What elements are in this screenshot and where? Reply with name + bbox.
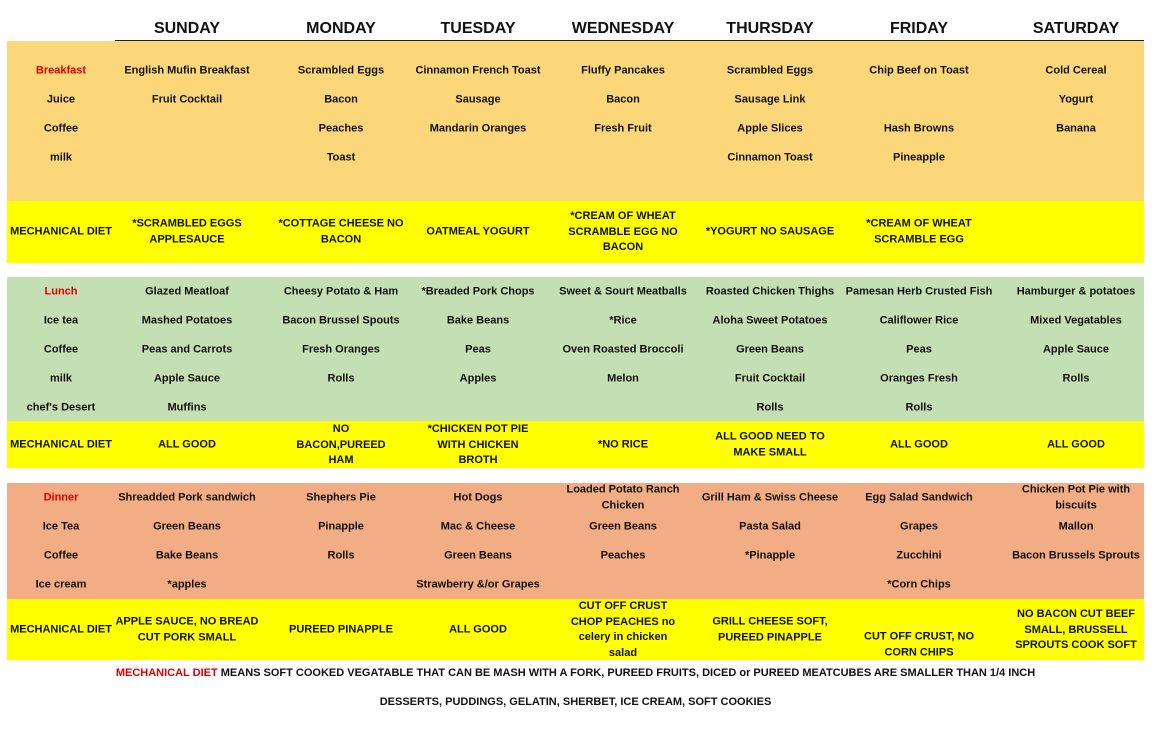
breakfast-menu-item: Toast [326, 151, 356, 164]
breakfast-menu-item: Cinnamon French Toast [415, 64, 541, 77]
lunch-menu-item: Peas [906, 343, 932, 356]
day-header-6: SATURDAY [1032, 20, 1120, 37]
dinner-menu-item: Pasta Salad [739, 520, 801, 533]
breakfast-menu-item: Cold Cereal [1045, 64, 1107, 77]
breakfast-menu-item: Apple Slices [737, 122, 803, 135]
breakfast-menu-item: Scrambled Eggs [726, 64, 814, 77]
dinner-menu-item: Zucchini [896, 549, 942, 562]
breakfast-menu-item: Pineapple [893, 151, 945, 164]
dinner-menu-item: Shephers Pie [306, 491, 376, 504]
lunch-menu-item: Melon [607, 372, 639, 385]
breakfast-menu-item: Banana [1056, 122, 1096, 135]
breakfast-menu-item: Yogurt [1058, 93, 1094, 106]
dinner-menu-item: *Pinapple [744, 549, 796, 562]
lunch-menu-item: Roasted Chicken Thighs [705, 285, 835, 298]
dinner-menu-item: Bake Beans [155, 549, 219, 562]
lunch-menu-item: *Breaded Pork Chops [421, 285, 535, 298]
lunch-menu-item: Pamesan Herb Crusted Fish [845, 285, 993, 298]
breakfast-menu-item: Bacon [606, 93, 640, 106]
dinner-mechanical-note: GRILL CHEESE SOFT, PUREED PINAPPLE [712, 615, 828, 643]
dinner-menu-item: Bacon Brussels Sprouts [1012, 549, 1140, 562]
lunch-row-label: Coffee [43, 343, 79, 356]
day-header-0: SUNDAY [153, 20, 221, 37]
lunch-menu-item: Green Beans [736, 343, 804, 356]
breakfast-row-label: Breakfast [35, 64, 87, 77]
dinner-menu-item: Peaches [600, 549, 646, 562]
breakfast-menu-item: Fluffy Pancakes [581, 64, 665, 77]
breakfast-mechanical-note: *SCRAMBLED EGGS APPLESAUCE [132, 217, 242, 245]
lunch-mechanical-label: MECHANICAL DIET [10, 438, 112, 451]
footer-note-2: DESSERTS, PUDDINGS, GELATIN, SHERBET, ICE CREAM, SOFT COOKIES [379, 696, 772, 708]
dinner-menu-item: Loaded Potato Ranch Chicken [566, 483, 680, 511]
breakfast-row-label: milk [49, 151, 72, 164]
dinner-mechanical-note: CUT OFF CRUST, NO CORN CHIPS [864, 630, 974, 658]
breakfast-menu-item: Fruit Cocktail [151, 93, 223, 106]
dinner-mechanical-note: PUREED PINAPPLE [289, 623, 393, 636]
breakfast-menu-item: Peaches [318, 122, 364, 135]
lunch-mechanical-note: *CHICKEN POT PIE WITH CHICKEN BROTH [427, 422, 529, 466]
dinner-mechanical-note: APPLE SAUCE, NO BREAD CUT PORK SMALL [115, 615, 259, 643]
dinner-row-label: Ice Tea [42, 520, 80, 533]
dinner-menu-item: Pinapple [318, 520, 364, 533]
footer-term: MECHANICAL DIET [115, 667, 218, 679]
breakfast-menu-item: Hash Browns [883, 122, 955, 135]
dinner-mechanical-note: CUT OFF CRUST CHOP PEACHES no celery in chicken salad [570, 600, 676, 659]
lunch-mechanical-note: NO BACON,PUREED HAM [296, 422, 386, 466]
dinner-row-label: Ice cream [35, 578, 87, 591]
lunch-menu-item: Peas and Carrots [141, 343, 233, 356]
dinner-menu-item: *Corn Chips [887, 578, 951, 591]
breakfast-menu-item: English Mufin Breakfast [124, 64, 250, 77]
breakfast-menu-item: Cinnamon Toast [727, 151, 813, 164]
dinner-mechanical-label: MECHANICAL DIET [10, 623, 112, 636]
dinner-menu-item: Green Beans [444, 549, 512, 562]
day-header-5: FRIDAY [889, 20, 949, 37]
lunch-menu-item: Apples [459, 372, 497, 385]
breakfast-row-label: Juice [46, 93, 76, 106]
lunch-menu-item: Apple Sauce [153, 372, 221, 385]
lunch-menu-item: *Rice [609, 314, 637, 327]
footer-line-1: MEANS SOFT COOKED VEGATABLE THAT CAN BE MASH WITH A FORK, PUREED FRUITS, DICED or PUREED MEATCUBES ARE SMALLER THAN 1/4 INCH [217, 667, 1036, 679]
dinner-menu-item: Chicken Pot Pie with biscuits [1021, 483, 1131, 511]
dinner-menu-item: Grapes [900, 520, 938, 533]
breakfast-mechanical-note: *COTTAGE CHEESE NO BACON [278, 217, 404, 245]
breakfast-menu-item: Fresh Fruit [594, 122, 652, 135]
lunch-menu-item: Bacon Brussel Spouts [282, 314, 400, 327]
lunch-menu-item: Fresh Oranges [302, 343, 380, 356]
dinner-menu-item: Green Beans [153, 520, 221, 533]
dinner-row-label: Coffee [43, 549, 79, 562]
lunch-row-label: milk [49, 372, 72, 385]
breakfast-mechanical-note: *CREAM OF WHEAT SCRAMBLE EGG NO BACON [568, 209, 678, 253]
lunch-mechanical-note: ALL GOOD [158, 438, 216, 451]
lunch-menu-item: Rolls [905, 401, 933, 414]
breakfast-mechanical-note: *YOGURT NO SAUSAGE [705, 225, 835, 238]
lunch-menu-item: Bake Beans [446, 314, 510, 327]
lunch-row-label: Lunch [44, 285, 78, 298]
lunch-menu-item: Rolls [1062, 372, 1090, 385]
dinner-menu-item: Mallon [1058, 520, 1094, 533]
lunch-menu-item: Mashed Potatoes [141, 314, 233, 327]
lunch-mechanical-note: ALL GOOD [1047, 438, 1105, 451]
dinner-row-label: Dinner [43, 491, 79, 504]
lunch-menu-item: Muffins [167, 401, 207, 414]
day-header-1: MONDAY [306, 20, 376, 37]
lunch-menu-item: Oranges Fresh [880, 372, 958, 385]
lunch-mechanical-note: *NO RICE [597, 438, 649, 451]
lunch-menu-item: Cheesy Potato & Ham [283, 285, 399, 298]
dinner-menu-item: Mac & Cheese [440, 520, 516, 533]
day-header-4: THURSDAY [726, 20, 814, 37]
lunch-mechanical-note: ALL GOOD NEED TO MAKE SMALL [715, 430, 825, 458]
breakfast-row-label: Coffee [43, 122, 79, 135]
breakfast-menu-item: Sausage Link [734, 93, 806, 106]
dinner-menu-item: Egg Salad Sandwich [865, 491, 973, 504]
lunch-menu-item: Fruit Cocktail [734, 372, 806, 385]
lunch-menu-item: Sweet & Sourt Meatballs [559, 285, 687, 298]
lunch-menu-item: Peas [465, 343, 491, 356]
lunch-menu-item: Rolls [327, 372, 355, 385]
dinner-menu-item: Shreadded Pork sandwich [118, 491, 256, 504]
dinner-menu-item: Hot Dogs [453, 491, 503, 504]
breakfast-menu-item: Scrambled Eggs [297, 64, 385, 77]
lunch-menu-item: Hamburger & potatoes [1016, 285, 1136, 298]
breakfast-menu-item: Sausage [455, 93, 501, 106]
lunch-row-label: Ice tea [43, 314, 79, 327]
breakfast-mechanical-note: *CREAM OF WHEAT SCRAMBLE EGG [866, 217, 972, 245]
lunch-menu-item: Mixed Vegatables [1030, 314, 1122, 327]
day-header-3: WEDNESDAY [571, 20, 675, 37]
lunch-mechanical-note: ALL GOOD [890, 438, 948, 451]
breakfast-mechanical-note: OATMEAL YOGURT [426, 225, 530, 238]
dinner-menu-item: Strawberry &/or Grapes [416, 578, 540, 591]
breakfast-menu-item: Chip Beef on Toast [869, 64, 969, 77]
dinner-menu-item: Green Beans [589, 520, 657, 533]
dinner-mechanical-note: NO BACON CUT BEEF SMALL, BRUSSELL SPROUTS COOK SOFT [1015, 607, 1137, 651]
day-header-2: TUESDAY [440, 20, 516, 37]
lunch-row-label: chef's Desert [26, 401, 96, 414]
dinner-mechanical-note: ALL GOOD [449, 623, 507, 636]
breakfast-menu-item: Mandarin Oranges [429, 122, 527, 135]
lunch-menu-item: Aloha Sweet Potatoes [712, 314, 828, 327]
lunch-menu-item: Oven Roasted Broccoli [562, 343, 684, 356]
lunch-menu-item: Apple Sauce [1042, 343, 1110, 356]
dinner-menu-item: Rolls [327, 549, 355, 562]
breakfast-menu-item: Bacon [324, 93, 358, 106]
dinner-menu-item: Grill Ham & Swiss Cheese [701, 491, 839, 504]
breakfast-mechanical-label: MECHANICAL DIET [10, 225, 112, 238]
dinner-menu-item: *apples [167, 578, 207, 591]
lunch-menu-item: Glazed Meatloaf [145, 285, 229, 298]
lunch-menu-item: Rolls [756, 401, 784, 414]
lunch-menu-item: Califlower Rice [879, 314, 959, 327]
footer-note-1 [0, 667, 1151, 679]
